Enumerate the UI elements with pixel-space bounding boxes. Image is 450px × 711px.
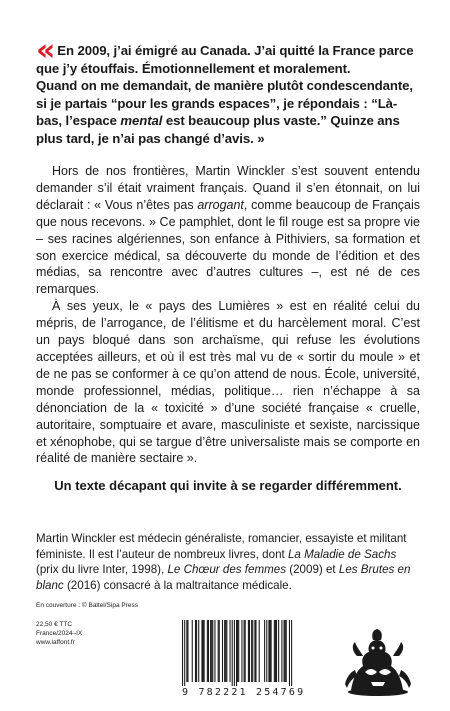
barcode-bar [225, 620, 226, 682]
barcode-bar [281, 620, 282, 682]
barcode-bar [245, 620, 246, 682]
barcode-icon [178, 618, 298, 686]
barcode-bar [238, 620, 239, 682]
barcode-bar [201, 620, 202, 682]
barcode-bar [241, 620, 242, 682]
barcode-bar [234, 620, 235, 686]
barcode-bar [291, 620, 292, 686]
price-value: 22,50 € TTC [36, 621, 73, 628]
pull-quote [36, 33, 420, 148]
barcode-bar [276, 620, 277, 682]
barcode-bar [274, 620, 275, 682]
barcode-bar [230, 620, 231, 682]
barcode-bar [269, 620, 270, 682]
quote-text-3: est beaucoup plus vaste.” Quinze ans plus tard, je n’ai pas changé d’avis. » [36, 113, 400, 146]
barcode-bar [285, 620, 286, 682]
price-block [36, 620, 82, 647]
barcode-bar [222, 620, 223, 682]
barcode-bar [219, 620, 220, 682]
barcode-bar [289, 620, 290, 686]
barcode-bar [224, 620, 225, 682]
quote-text-1: En 2009, j’ai émigré au Canada. J’ai quitté la France parce que j’y étouffais. Émotionnellement et moralement. [36, 43, 414, 76]
barcode-bar [264, 620, 265, 682]
barcode-bar [278, 620, 279, 682]
blurb-p1-part-b: , comme beaucoup de Français que nous recevons. » Ce pamphlet, dont le fil rouge est sa propre vie – ses racines algériennes, son enfance à Pithiviers, sa formation et son exercice médical, sa découverte du monde de l’édition et des médias, sa rencontre avec d’autres cultures –, est né de ces remarques. [36, 197, 421, 297]
barcode-bar [237, 620, 238, 682]
barcode-bar [182, 620, 183, 686]
barcode-bar [218, 620, 219, 682]
tagline: Un texte décapant qui invite à se regarder différemment. [54, 478, 402, 493]
barcode-bar [226, 620, 227, 682]
barcode-bar [254, 620, 255, 682]
barcode-bar [286, 620, 287, 682]
barcode-bar [284, 620, 285, 682]
barcode-bar [251, 620, 252, 682]
barcode-bar [192, 620, 193, 682]
bio-part-a: Martin Winckler est médecin généraliste, romancier, essayiste et militant féministe. Il est l’auteur de nombreux livres, dont [36, 532, 407, 561]
barcode-bar [275, 620, 276, 682]
edition-code: France/2024–IX [36, 630, 83, 637]
blurb [36, 163, 420, 467]
barcode-bar [196, 620, 197, 682]
barcode-bar [259, 620, 260, 682]
blurb-p1-emphasis: arrogant [197, 197, 244, 212]
barcode-bar [271, 620, 272, 682]
bio-part-c: (2009) et [286, 563, 339, 577]
barcode-bar [244, 620, 245, 682]
bio-part-d: (2016) consacré à la maltraitance médicale. [63, 578, 292, 592]
quote-text-2: Quand on me demandait, de manière plutôt condescendante, si je partais “pour les grands espaces”, je répondais : “Là-bas, l’espace [36, 78, 413, 129]
blurb-p1-part-a: Hors de nos frontières, Martin Winckler s’est souvent entendu demander s’il était vraiment français. Quand il s’en étonnait, on lui déclarait : « Vous n’êtes pas [36, 164, 420, 212]
barcode-bar [268, 620, 269, 682]
bio-title-2: Le Chœur des femmes [167, 563, 287, 577]
publisher-url: www.laffont.fr [36, 639, 75, 646]
barcode-bar [187, 620, 188, 682]
quote-emphasis: mental [120, 113, 163, 129]
cover-credit: En couverture : © Baltel/Sipa Press [36, 602, 138, 609]
author-bio [36, 531, 420, 593]
barcode-bar [211, 620, 212, 682]
blurb-paragraph-2: À ses yeux, le « pays des Lumières » est en réalité celui du mépris, de l’arrogance, de l’élitisme et du harcèlement moral. C’est un pays bloqué dans son archaïsme, qui refuse les évolutions acceptées ailleurs, et où il est très mal vu de « sortir du moule » et de ne pas se conformer à ce qu’on attend de nous. École, université, monde professionnel, médias, politique… rien n’échappe à sa dénonciation de la « toxicité » d’une société française « cruelle, autoritaire, somptuaire et avare, masculiniste et sexiste, narcissique et xénophobe, qui se targue d’être universaliste mais se comporte en réalité de manière sectaire ». [36, 299, 420, 466]
barcode-bar [255, 620, 256, 682]
barcode-bar [248, 620, 249, 682]
barcode-bar [195, 620, 196, 682]
bio-title-3: Les Brutes en blanc [36, 563, 411, 592]
quote-mark-icon: « [36, 33, 56, 68]
barcode-bar [210, 620, 211, 682]
barcode-bar [184, 620, 185, 686]
isbn-number: 9 782221 254769 [182, 687, 306, 698]
barcode-bar [236, 620, 237, 686]
barcode-bar [249, 620, 250, 682]
barcode-bar [266, 620, 267, 682]
barcode-bar [186, 620, 187, 682]
bio-part-b: (prix du livre Inter, 1998), [36, 563, 168, 577]
barcode-bar [204, 620, 205, 682]
blurb-paragraph-1 [36, 163, 420, 298]
barcode-bar [207, 620, 208, 682]
barcode-bar [232, 620, 233, 686]
barcode-bar [212, 620, 213, 682]
barcode-bar [214, 620, 215, 682]
bio-title-1: La Maladie de Sachs [287, 547, 397, 561]
barcode-bar [203, 620, 204, 682]
barcode-bar [198, 620, 199, 682]
barcode-bar [252, 620, 253, 682]
barcode-bar [208, 620, 209, 682]
publisher-logo-icon [343, 626, 413, 698]
